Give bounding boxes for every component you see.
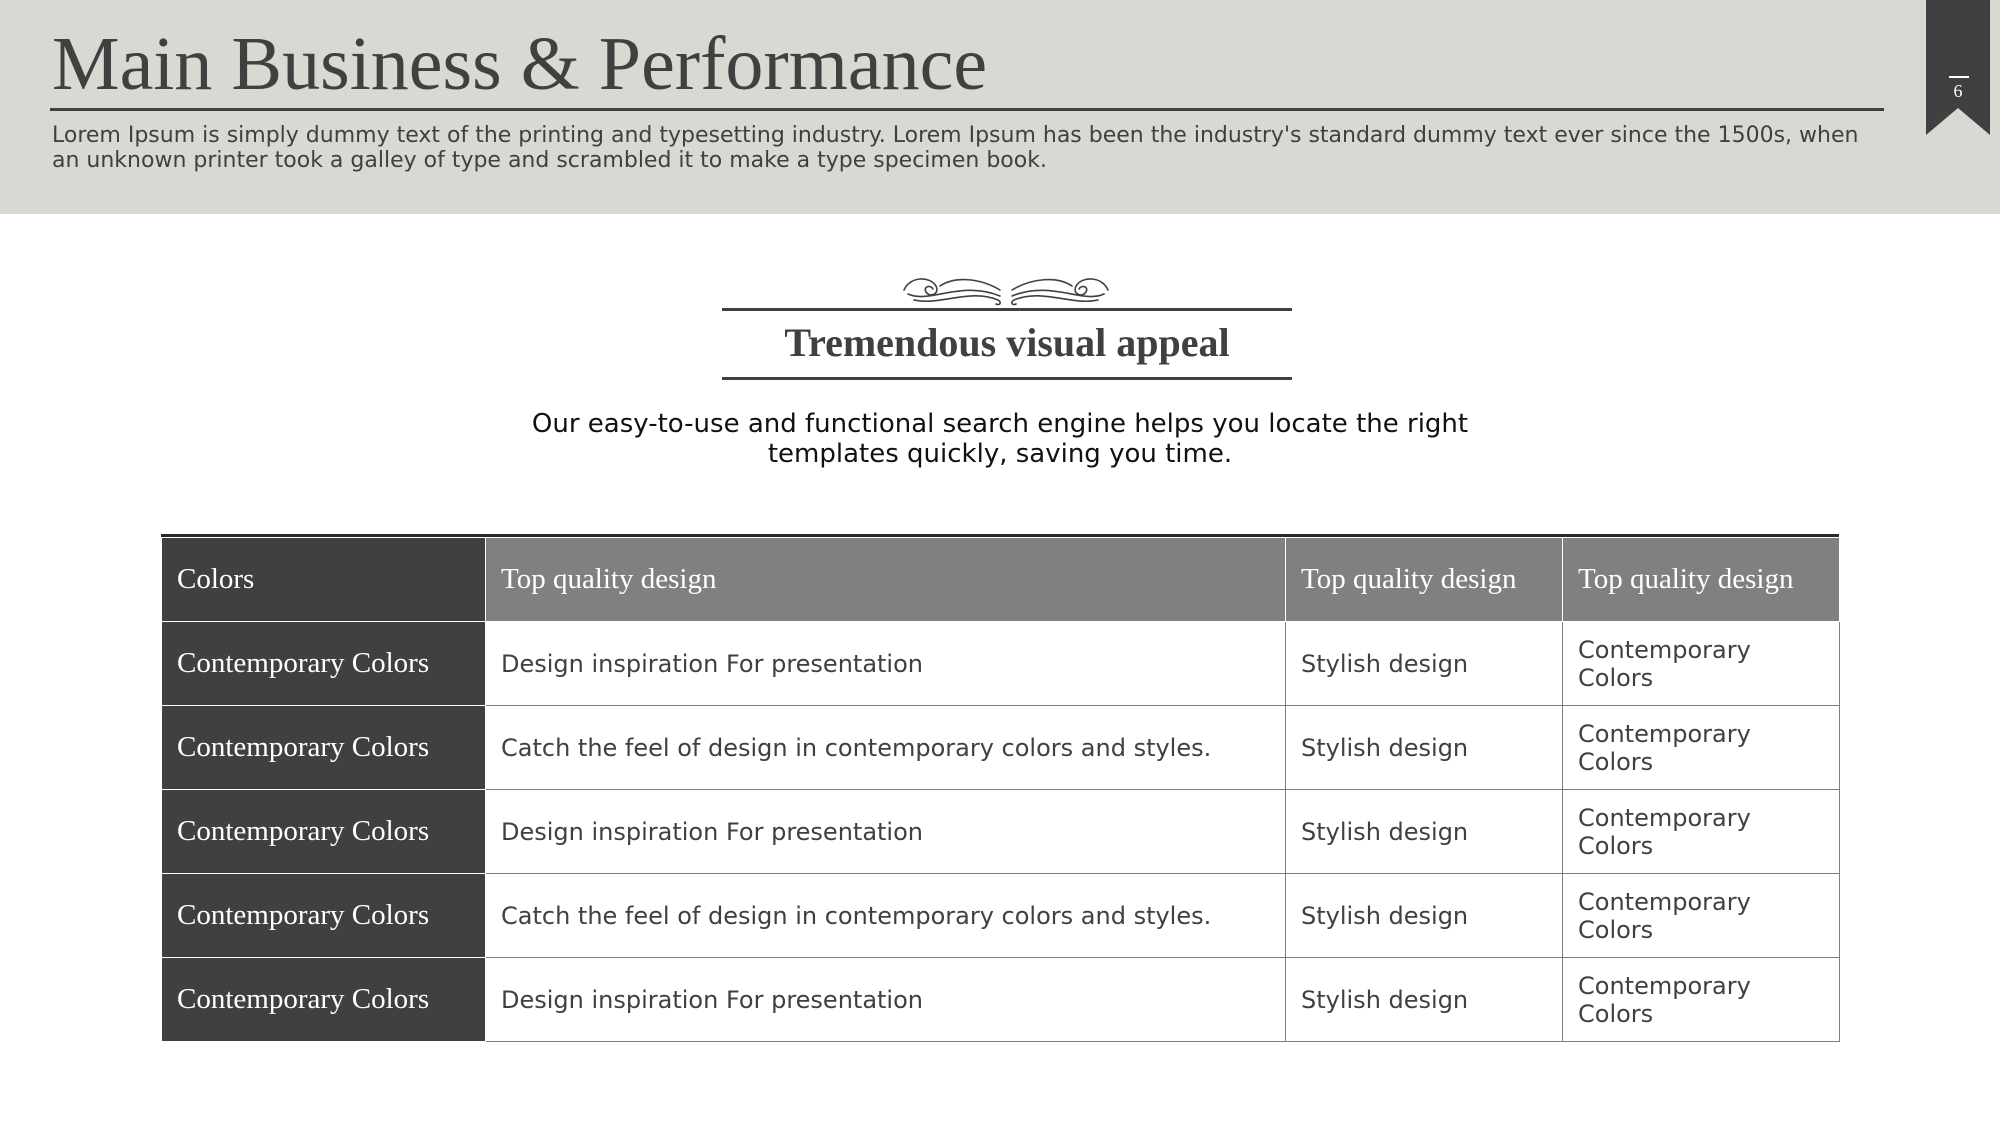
heading-rule-top xyxy=(722,308,1292,311)
table-cell: Contemporary Colors xyxy=(1563,790,1840,874)
column-header: Top quality design xyxy=(486,538,1286,622)
table-row xyxy=(162,622,1840,706)
heading-rule-bottom xyxy=(722,377,1292,380)
section-description: Our easy-to-use and functional search engine helps you locate the right templates quickly, saving you time. xyxy=(531,409,1469,469)
row-label: Contemporary Colors xyxy=(162,706,486,790)
column-header: Top quality design xyxy=(1286,538,1563,622)
page-number-dash xyxy=(1949,76,1969,78)
table-cell: Catch the feel of design in contemporary colors and styles. xyxy=(486,706,1286,790)
column-header: Top quality design xyxy=(1563,538,1840,622)
row-label: Contemporary Colors xyxy=(162,958,486,1042)
table-cell: Design inspiration For presentation xyxy=(486,958,1286,1042)
table-cell: Stylish design xyxy=(1286,874,1563,958)
table-header-row xyxy=(162,538,1840,622)
table-cell: Stylish design xyxy=(1286,958,1563,1042)
page-title: Main Business & Performance xyxy=(52,22,988,106)
table-row xyxy=(162,874,1840,958)
table-row xyxy=(162,706,1840,790)
table-cell: Design inspiration For presentation xyxy=(486,622,1286,706)
table-cell: Contemporary Colors xyxy=(1563,874,1840,958)
table-cell: Contemporary Colors xyxy=(1563,958,1840,1042)
row-label: Contemporary Colors xyxy=(162,874,486,958)
table-cell: Catch the feel of design in contemporary colors and styles. xyxy=(486,874,1286,958)
row-label: Contemporary Colors xyxy=(162,622,486,706)
table-cell: Design inspiration For presentation xyxy=(486,790,1286,874)
page-number: 6 xyxy=(1953,81,1963,101)
section-heading: Tremendous visual appeal xyxy=(784,320,1230,365)
title-divider xyxy=(50,108,1884,111)
table-cell: Stylish design xyxy=(1286,706,1563,790)
row-label: Contemporary Colors xyxy=(162,790,486,874)
design-table xyxy=(161,537,1840,1042)
table-row xyxy=(162,790,1840,874)
intro-paragraph: Lorem Ipsum is simply dummy text of the printing and typesetting industry. Lorem Ipsum has been the industry's standard dummy text ever since the 1500s, when an unknown printer took a galley of type and scrambled it to make a type specimen book. xyxy=(52,123,1859,173)
table-row xyxy=(162,958,1840,1042)
table-cell: Contemporary Colors xyxy=(1563,622,1840,706)
table-cell: Contemporary Colors xyxy=(1563,706,1840,790)
flourish-ornament-icon xyxy=(900,270,1112,310)
column-header: Colors xyxy=(162,538,486,622)
table-cell: Stylish design xyxy=(1286,622,1563,706)
table-cell: Stylish design xyxy=(1286,790,1563,874)
